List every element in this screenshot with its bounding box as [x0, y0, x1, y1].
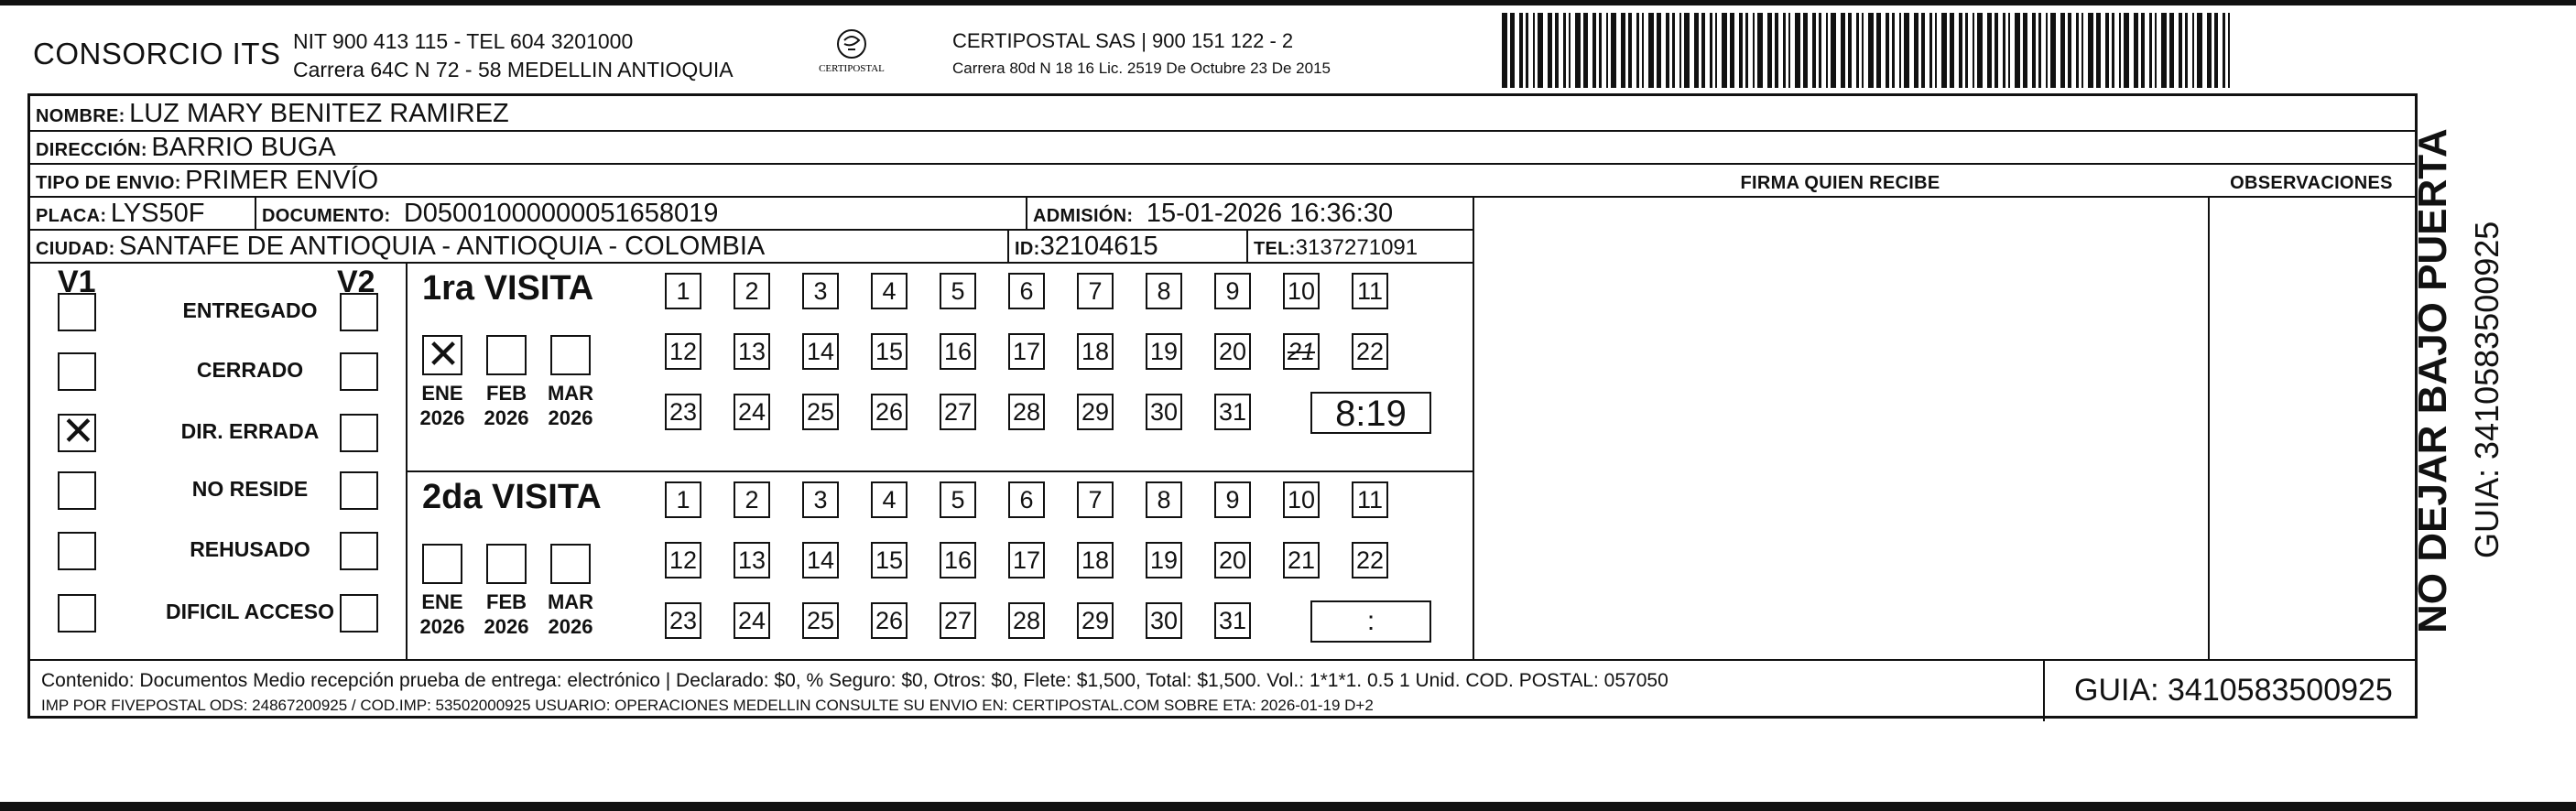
- day-box[interactable]: 28: [1008, 394, 1045, 430]
- documento-field: [262, 199, 718, 229]
- barcode-bar: [1753, 13, 1755, 88]
- barcode-bar: [1628, 13, 1632, 88]
- barcode-bar: [1994, 13, 1998, 88]
- barcode-bar: [2119, 13, 2121, 88]
- month-checkbox[interactable]: [422, 544, 462, 584]
- v1-checkbox[interactable]: [58, 471, 96, 510]
- barcode-bar: [1904, 13, 1909, 88]
- barcode-bar: [1856, 13, 1859, 88]
- company-name: CONSORCIO ITS: [33, 37, 281, 70]
- barcode-bar: [2081, 13, 2083, 88]
- nombre-field: [36, 99, 509, 129]
- day-box[interactable]: 9: [1214, 273, 1251, 309]
- barcode-bar: [2197, 13, 2202, 88]
- barcode-bar: [1583, 13, 1588, 88]
- status-label: REHUSADO: [190, 537, 310, 561]
- barcode-bar: [2207, 13, 2212, 88]
- month-name: ENE: [421, 590, 463, 613]
- barcode-bar: [2003, 13, 2005, 88]
- barcode-bar: [2060, 13, 2065, 88]
- day-box[interactable]: 26: [871, 602, 908, 639]
- barcode-bar: [1722, 13, 1727, 88]
- nombre-value: LUZ MARY BENITEZ RAMIREZ: [129, 99, 509, 128]
- barcode-bar: [1921, 13, 1925, 88]
- direccion-field: [36, 133, 336, 163]
- id-label: ID:: [1015, 239, 1040, 259]
- barcode-bar: [2050, 13, 2056, 88]
- day-box[interactable]: 23: [665, 602, 701, 639]
- barcode-bar: [2141, 13, 2145, 88]
- barcode-bar: [2214, 13, 2218, 88]
- day-box[interactable]: 22: [1352, 333, 1388, 370]
- barcode-bar: [2088, 13, 2093, 88]
- barcode-bar: [1538, 13, 1543, 88]
- status-label: CERRADO: [196, 358, 304, 382]
- barcode-bar: [1648, 13, 1654, 88]
- day-box[interactable]: 29: [1077, 602, 1114, 639]
- day-box[interactable]: 25: [802, 602, 839, 639]
- barcode-bar: [1757, 13, 1763, 88]
- v2-checkbox[interactable]: [340, 471, 378, 510]
- barcode-bar: [1941, 13, 1947, 88]
- barcode-bar: [2068, 13, 2071, 88]
- admision-field: [1033, 199, 1393, 229]
- v1-label: V1: [58, 265, 96, 299]
- v2-checkbox[interactable]: [340, 352, 378, 391]
- barcode-bar: [2192, 13, 2194, 88]
- day-box[interactable]: 6: [1008, 481, 1045, 518]
- day-box[interactable]: 10: [1283, 481, 1320, 518]
- placa-value: LYS50F: [110, 199, 205, 228]
- month-year: 2026: [419, 615, 465, 638]
- day-box[interactable]: 26: [871, 394, 908, 430]
- month-year: 2026: [484, 615, 529, 638]
- barcode-bar: [2015, 13, 2020, 88]
- cert-line: CERTIPOSTAL SAS | 900 151 122 - 2: [952, 29, 1294, 52]
- month-check-mark: ✕: [426, 332, 461, 377]
- day-box[interactable]: 2: [734, 273, 770, 309]
- barcode-bar: [1502, 13, 1507, 88]
- v2-checkbox[interactable]: [340, 414, 378, 452]
- day-box[interactable]: 21: [1283, 542, 1320, 579]
- barcode-bar: [1899, 13, 1901, 88]
- month-checkbox[interactable]: [550, 335, 591, 375]
- day-box[interactable]: 30: [1146, 394, 1182, 430]
- barcode-bar: [2008, 13, 2010, 88]
- month-year: 2026: [484, 406, 529, 429]
- day-box[interactable]: 27: [940, 602, 976, 639]
- admision-label: ADMISIÓN:: [1033, 206, 1134, 226]
- day-box[interactable]: 21: [1283, 333, 1320, 370]
- nit-line: NIT 900 413 115 - TEL 604 3201000: [293, 29, 634, 53]
- barcode-bar: [1510, 13, 1515, 88]
- barcode-bar: [1657, 13, 1661, 88]
- barcode-bar: [2185, 13, 2188, 88]
- day-box[interactable]: 3: [802, 481, 839, 518]
- day-box[interactable]: 18: [1077, 333, 1114, 370]
- barcode-bar: [1621, 13, 1625, 88]
- barcode-bar: [2155, 13, 2157, 88]
- day-box[interactable]: 16: [940, 542, 976, 579]
- day-box[interactable]: 2: [734, 481, 770, 518]
- day-box[interactable]: 8: [1146, 481, 1182, 518]
- barcode-bar: [2046, 13, 2048, 88]
- day-box[interactable]: 17: [1008, 333, 1045, 370]
- tipo-envio-field: [36, 166, 378, 196]
- day-box[interactable]: 19: [1146, 542, 1182, 579]
- day-box[interactable]: 22: [1352, 542, 1388, 579]
- observaciones-header: OBSERVACIONES: [2230, 173, 2393, 193]
- month-label: [414, 381, 471, 430]
- day-box[interactable]: 31: [1214, 394, 1251, 430]
- barcode-bar: [1795, 13, 1800, 88]
- company-info: [293, 27, 734, 84]
- day-box[interactable]: 25: [802, 394, 839, 430]
- barcode-bar: [1636, 13, 1639, 88]
- barcode-bar: [1710, 13, 1712, 88]
- barcode-bar: [1886, 13, 1889, 88]
- barcode-bar: [1642, 13, 1644, 88]
- day-box[interactable]: 28: [1008, 602, 1045, 639]
- month-year: 2026: [548, 406, 593, 429]
- barcode-bar: [2149, 13, 2152, 88]
- month-name: MAR: [547, 382, 594, 405]
- barcode-bar: [2023, 13, 2027, 88]
- barcode-bar: [1592, 13, 1596, 88]
- cert-address: Carrera 80d N 18 16 Lic. 2519 De Octubre 23 De 2015: [952, 59, 1331, 77]
- barcode-bar: [2169, 13, 2174, 88]
- day-box[interactable]: 15: [871, 333, 908, 370]
- delivery-form: [27, 93, 2418, 719]
- day-box[interactable]: 7: [1077, 273, 1114, 309]
- placa-label: PLACA:: [36, 206, 107, 226]
- barcode-bar: [2124, 13, 2129, 88]
- month-label: [478, 589, 535, 639]
- side-guia: GUIA: 3410583500925: [2468, 221, 2505, 558]
- tel-value: 3137271091: [1295, 235, 1418, 260]
- barcode-bar: [1826, 13, 1828, 88]
- barcode-bar: [1977, 13, 1983, 88]
- barcode-bar: [1526, 13, 1528, 88]
- barcode-bar: [1914, 13, 1918, 88]
- address-line: Carrera 64C N 72 - 58 MEDELLIN ANTIOQUIA: [293, 58, 734, 81]
- v2-checkbox[interactable]: [340, 293, 378, 331]
- visit-title: 2da VISITA: [422, 478, 602, 516]
- v1-checkbox[interactable]: [58, 352, 96, 391]
- ciudad-label: CIUDAD:: [36, 239, 115, 259]
- barcode-bar: [2105, 13, 2109, 88]
- barcode-bar: [2228, 13, 2230, 88]
- barcode-bar: [1892, 13, 1895, 88]
- day-box[interactable]: 1: [665, 273, 701, 309]
- barcode-bar: [1973, 13, 1974, 88]
- nombre-label: NOMBRE:: [36, 106, 125, 126]
- barcode-bar: [1831, 13, 1836, 88]
- month-year: 2026: [548, 615, 593, 638]
- day-box[interactable]: 8: [1146, 273, 1182, 309]
- footer-guia: GUIA: 3410583500925: [2074, 673, 2393, 708]
- barcode-bar: [2179, 13, 2182, 88]
- barcode-bar: [1548, 13, 1552, 88]
- barcode-bar: [2032, 13, 2036, 88]
- day-box[interactable]: 5: [940, 273, 976, 309]
- day-box[interactable]: 23: [665, 394, 701, 430]
- tipo-envio-label: TIPO DE ENVIO:: [36, 173, 181, 193]
- day-box[interactable]: 4: [871, 481, 908, 518]
- day-box[interactable]: 5: [940, 481, 976, 518]
- barcode-bar: [1555, 13, 1559, 88]
- certipostal-logo: [815, 26, 888, 81]
- barcode-bar: [1533, 13, 1535, 88]
- day-box[interactable]: 31: [1214, 602, 1251, 639]
- barcode-bar: [1876, 13, 1881, 88]
- day-box[interactable]: 12: [665, 542, 701, 579]
- status-label: ENTREGADO: [182, 298, 318, 322]
- day-box[interactable]: 7: [1077, 481, 1114, 518]
- day-box[interactable]: 24: [734, 394, 770, 430]
- barcode-bar: [1959, 13, 1962, 88]
- barcode-bar: [1701, 13, 1705, 88]
- barcode-bar: [1775, 13, 1778, 88]
- day-box[interactable]: 20: [1214, 542, 1251, 579]
- tipo-envio-value: PRIMER ENVÍO: [185, 166, 379, 195]
- tel-field: [1254, 235, 1418, 261]
- day-box[interactable]: 4: [871, 273, 908, 309]
- day-box[interactable]: 10: [1283, 273, 1320, 309]
- barcode-bar: [1745, 13, 1748, 88]
- barcode-bar: [1929, 13, 1932, 88]
- day-box[interactable]: 13: [734, 333, 770, 370]
- barcode-bar: [1819, 13, 1821, 88]
- day-box[interactable]: 12: [665, 333, 701, 370]
- ciudad-value: SANTAFE DE ANTIOQUIA - ANTIOQUIA - COLOMBIA: [119, 232, 766, 261]
- v1-checkbox[interactable]: [58, 532, 96, 570]
- tel-label: TEL:: [1254, 239, 1296, 259]
- barcode-bar: [2038, 13, 2041, 88]
- barcode-bar: [2076, 13, 2079, 88]
- day-box[interactable]: 11: [1352, 273, 1388, 309]
- v2-checkbox[interactable]: [340, 532, 378, 570]
- barcode-bar: [1563, 13, 1566, 88]
- barcode-bar: [1684, 13, 1690, 88]
- visit-title: 1ra VISITA: [422, 269, 594, 308]
- direccion-label: DIRECCIÓN:: [36, 140, 147, 160]
- barcode-bar: [2161, 13, 2167, 88]
- month-year: 2026: [419, 406, 465, 429]
- month-name: FEB: [486, 590, 527, 613]
- barcode-bar: [1848, 13, 1852, 88]
- barcode-bar: [1783, 13, 1786, 88]
- day-box[interactable]: 20: [1214, 333, 1251, 370]
- documento-value: D05001000000051658019: [403, 199, 719, 228]
- id-value: 32104615: [1039, 232, 1158, 261]
- admision-value: 15-01-2026 16:36:30: [1146, 199, 1394, 228]
- documento-label: DOCUMENTO:: [262, 206, 391, 226]
- month-name: ENE: [421, 382, 463, 405]
- barcode-bar: [1672, 13, 1675, 88]
- month-label: [478, 381, 535, 430]
- logo-text: CERTIPOSTAL: [819, 63, 885, 74]
- status-label: NO RESIDE: [191, 477, 309, 501]
- barcode-bar: [1812, 13, 1816, 88]
- direccion-value: BARRIO BUGA: [151, 133, 336, 162]
- month-label: [542, 589, 599, 639]
- barcode-bar: [2223, 13, 2225, 88]
- v1-check-mark: ✕: [61, 409, 95, 454]
- barcode-bar: [1788, 13, 1790, 88]
- barcode-bar: [1935, 13, 1937, 88]
- ciudad-field: [36, 232, 765, 262]
- barcode-bar: [1803, 13, 1808, 88]
- day-box[interactable]: 14: [802, 333, 839, 370]
- day-box[interactable]: 24: [734, 602, 770, 639]
- day-box[interactable]: 30: [1146, 602, 1182, 639]
- month-label: [542, 381, 599, 430]
- barcode-bar: [1841, 13, 1845, 88]
- barcode-bar: [1868, 13, 1874, 88]
- barcode: [1502, 13, 2234, 88]
- day-box[interactable]: 18: [1077, 542, 1114, 579]
- v2-checkbox[interactable]: [340, 594, 378, 633]
- day-box[interactable]: 1: [665, 481, 701, 518]
- month-checkbox[interactable]: [550, 544, 591, 584]
- day-box[interactable]: 11: [1352, 481, 1388, 518]
- day-box[interactable]: 14: [802, 542, 839, 579]
- month-checkbox[interactable]: [422, 332, 462, 377]
- barcode-bar: [1666, 13, 1669, 88]
- bottom-border: [0, 802, 2576, 811]
- footer-contenido: Contenido: Documentos Medio recepción prueba de entrega: electrónico | Declarado: $0, % Seguro: $0, Otros: $0, Flete: $1,500, Total: $1,500. Vol.: 1*1*1. 0.5 1 Unid. COD. POSTAL: 057050: [41, 670, 1668, 691]
- month-name: MAR: [547, 590, 594, 613]
- barcode-bar: [1950, 13, 1954, 88]
- day-box[interactable]: 15: [871, 542, 908, 579]
- barcode-bar: [1862, 13, 1864, 88]
- month-name: FEB: [486, 382, 527, 405]
- month-label: [414, 589, 471, 639]
- footer-impresion: IMP POR FIVEPOSTAL ODS: 24867200925 / COD.IMP: 53502000925 USUARIO: OPERACIONES MEDELLIN CONSULTE SU ENVIO EN: CERTIPOSTAL.COM SOBRE ETA: 2026-01-19 D+2: [41, 697, 1374, 714]
- day-box[interactable]: 13: [734, 542, 770, 579]
- id-field: [1015, 232, 1158, 262]
- barcode-bar: [1606, 13, 1608, 88]
- v1-checkbox[interactable]: [58, 293, 96, 331]
- barcode-bar: [1739, 13, 1743, 88]
- barcode-bar: [2112, 13, 2114, 88]
- barcode-bar: [1679, 13, 1681, 88]
- v1-checkbox[interactable]: [58, 594, 96, 633]
- barcode-bar: [1965, 13, 1968, 88]
- day-box[interactable]: 16: [940, 333, 976, 370]
- month-checkbox[interactable]: [486, 335, 527, 375]
- day-box[interactable]: 27: [940, 394, 976, 430]
- barcode-bar: [1694, 13, 1699, 88]
- v2-label: V2: [337, 265, 375, 299]
- day-box[interactable]: 9: [1214, 481, 1251, 518]
- status-label: DIR. ERRADA: [180, 419, 320, 443]
- certipostal-info: [952, 27, 1331, 82]
- day-box[interactable]: 3: [802, 273, 839, 309]
- barcode-bar: [2096, 13, 2101, 88]
- no-dejar-bajo-puerta: NO DEJAR BAJO PUERTA: [2410, 128, 2455, 633]
- barcode-bar: [1599, 13, 1602, 88]
- v1-checkbox[interactable]: [58, 409, 96, 454]
- firma-header: FIRMA QUIEN RECIBE: [1740, 173, 1940, 193]
- day-box[interactable]: 29: [1077, 394, 1114, 430]
- status-label: DIFICIL ACCESO: [165, 600, 334, 623]
- day-box[interactable]: 6: [1008, 273, 1045, 309]
- day-box[interactable]: 17: [1008, 542, 1045, 579]
- barcode-bar: [1987, 13, 1992, 88]
- month-checkbox[interactable]: [486, 544, 527, 584]
- barcode-bar: [1715, 13, 1717, 88]
- placa-field: [36, 199, 204, 229]
- barcode-bar: [1611, 13, 1616, 88]
- day-box[interactable]: 19: [1146, 333, 1182, 370]
- barcode-bar: [1767, 13, 1772, 88]
- time-box[interactable]: 8:19: [1310, 392, 1431, 434]
- barcode-bar: [1519, 13, 1523, 88]
- barcode-bar: [1569, 13, 1571, 88]
- top-border: [0, 0, 2576, 5]
- time-box[interactable]: :: [1310, 600, 1431, 643]
- barcode-bar: [1730, 13, 1734, 88]
- barcode-bar: [2134, 13, 2138, 88]
- barcode-bar: [1575, 13, 1581, 88]
